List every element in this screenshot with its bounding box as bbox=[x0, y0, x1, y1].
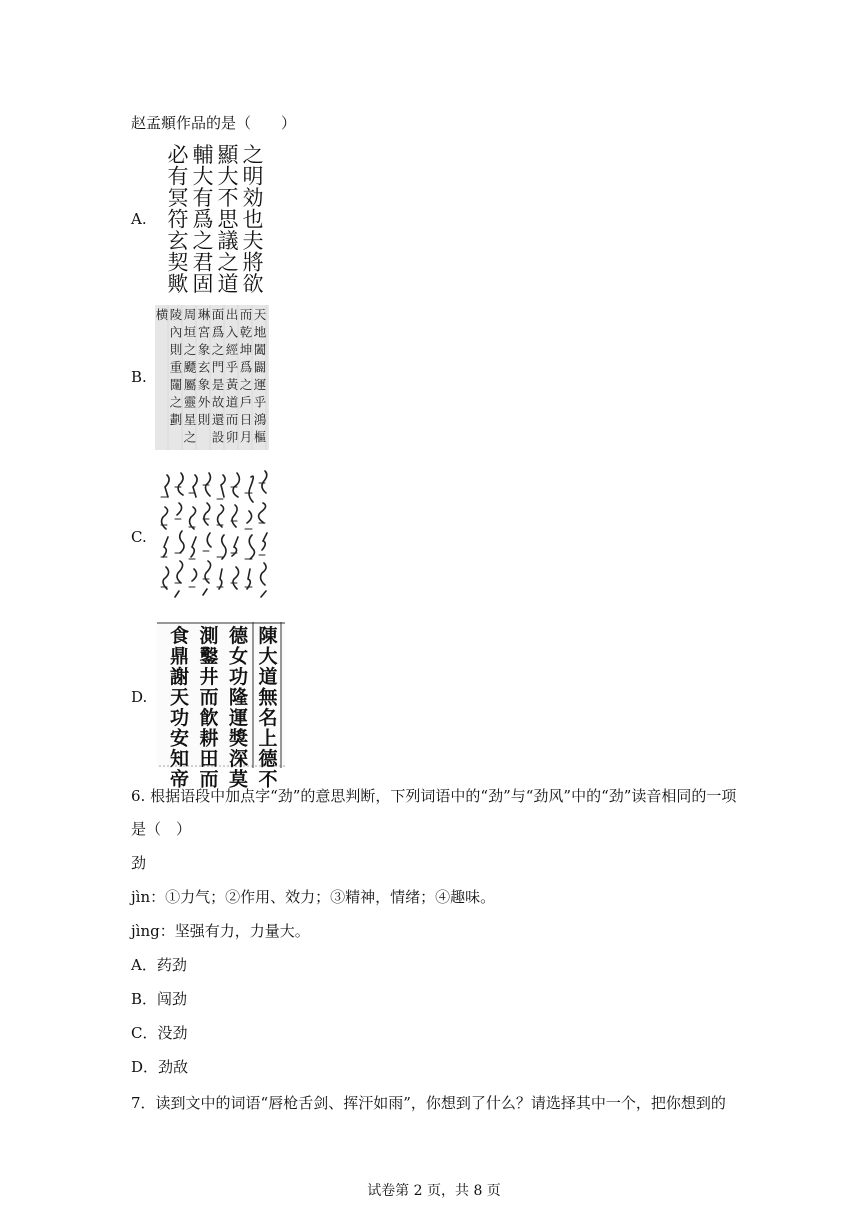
calligraphy-char: 坤 bbox=[239, 342, 253, 357]
calligraphy-b-image[interactable] bbox=[155, 305, 269, 450]
calligraphy-char: 鴻 bbox=[253, 412, 267, 427]
calligraphy-char: 思 bbox=[217, 207, 239, 232]
calligraphy-char: 設 bbox=[211, 429, 225, 445]
page-footer: 试卷第 2 页，共 8 页 bbox=[367, 1183, 501, 1199]
calligraphy-char: 道 bbox=[225, 394, 239, 410]
q6-stem-line1: 6. 根据语段中加点字“劲”的意思判断，下列词语中的“劲”与“劲风”中的“劲”读音相同的一项 bbox=[131, 787, 737, 805]
calligraphy-char: 入 bbox=[225, 324, 239, 340]
calligraphy-char: 陳 bbox=[258, 625, 278, 647]
calligraphy-char: 之 bbox=[183, 342, 197, 357]
option-a-label[interactable]: A. bbox=[131, 210, 147, 228]
calligraphy-char: 飃 bbox=[183, 359, 197, 375]
calligraphy-char: 食 bbox=[169, 625, 190, 647]
calligraphy-char: 闥 bbox=[169, 377, 183, 392]
calligraphy-char: 深 bbox=[228, 748, 249, 770]
q6-option-a[interactable]: A．药劲 bbox=[131, 956, 187, 974]
calligraphy-char: 符 bbox=[167, 207, 189, 232]
calligraphy-char: 女 bbox=[228, 645, 249, 668]
calligraphy-char: 之 bbox=[211, 342, 225, 357]
calligraphy-char: 夫 bbox=[242, 229, 264, 253]
calligraphy-char: 契 bbox=[167, 250, 189, 275]
calligraphy-char: 經 bbox=[225, 342, 239, 357]
calligraphy-char: 而 bbox=[199, 686, 219, 709]
calligraphy-char: 明 bbox=[242, 164, 264, 189]
calligraphy-a-image[interactable] bbox=[155, 142, 267, 294]
calligraphy-char: 德 bbox=[228, 625, 249, 647]
calligraphy-char: 功 bbox=[169, 707, 190, 729]
calligraphy-char: 周 bbox=[183, 307, 197, 322]
calligraphy-char: 門 bbox=[211, 359, 225, 375]
calligraphy-char: 不 bbox=[258, 768, 278, 791]
calligraphy-char: 耕 bbox=[199, 727, 219, 750]
calligraphy-char: 顯 bbox=[217, 143, 239, 167]
q5-stem: 赵孟頫作品的是（ ） bbox=[131, 114, 297, 132]
calligraphy-char: 德 bbox=[258, 748, 278, 770]
calligraphy-char: 有 bbox=[167, 164, 189, 189]
calligraphy-char: 是 bbox=[211, 377, 225, 392]
q6-def-jing: jìng：坚强有力，力量大。 bbox=[131, 922, 310, 940]
calligraphy-char: 重 bbox=[169, 359, 183, 375]
calligraphy-char: 大 bbox=[217, 164, 239, 189]
calligraphy-char: 卯 bbox=[225, 429, 239, 445]
calligraphy-char: 天 bbox=[253, 307, 267, 322]
option-d-label[interactable]: D. bbox=[131, 688, 148, 706]
calligraphy-char: 固 bbox=[192, 272, 214, 296]
calligraphy-char: 運 bbox=[228, 707, 249, 729]
q7-stem-line1: 7．读到文中的词语“唇枪舌剑、挥汗如雨”，你想到了什么？请选择其中一个，把你想到的 bbox=[131, 1094, 726, 1112]
calligraphy-char: 帝 bbox=[169, 768, 190, 791]
calligraphy-char: 大 bbox=[258, 645, 278, 668]
calligraphy-char: 出 bbox=[225, 307, 239, 322]
calligraphy-char: 莫 bbox=[228, 768, 249, 791]
calligraphy-char: 而 bbox=[239, 307, 253, 322]
calligraphy-char: 則 bbox=[197, 412, 211, 427]
calligraphy-char: 也 bbox=[242, 207, 264, 232]
calligraphy-char: 樞 bbox=[253, 429, 267, 445]
calligraphy-char: 爲 bbox=[239, 359, 253, 375]
calligraphy-char: 外 bbox=[197, 394, 211, 410]
calligraphy-c-image[interactable] bbox=[155, 463, 277, 603]
option-b-label[interactable]: B. bbox=[131, 368, 147, 386]
calligraphy-char: 爲 bbox=[192, 207, 214, 232]
calligraphy-char: 君 bbox=[192, 250, 214, 275]
calligraphy-char: 內 bbox=[169, 324, 183, 340]
calligraphy-char: 月 bbox=[239, 429, 253, 445]
calligraphy-char: 欲 bbox=[242, 272, 264, 296]
calligraphy-char: 井 bbox=[199, 666, 219, 688]
calligraphy-char: 安 bbox=[169, 727, 190, 750]
calligraphy-char: 故 bbox=[211, 394, 225, 410]
calligraphy-char: 之 bbox=[183, 429, 197, 445]
calligraphy-char: 地 bbox=[253, 324, 267, 340]
calligraphy-char: 道 bbox=[258, 666, 278, 688]
calligraphy-char: 闔 bbox=[253, 342, 267, 357]
calligraphy-char: 劃 bbox=[169, 412, 183, 427]
calligraphy-char: 象 bbox=[197, 377, 211, 392]
calligraphy-char: 面 bbox=[211, 307, 225, 322]
calligraphy-char: 垣 bbox=[183, 324, 197, 340]
calligraphy-char: 爲 bbox=[211, 324, 225, 340]
calligraphy-char: 鑿 bbox=[199, 645, 219, 668]
calligraphy-char: 象 bbox=[197, 342, 211, 357]
calligraphy-d-image[interactable] bbox=[157, 622, 285, 791]
calligraphy-char: 還 bbox=[211, 412, 225, 427]
calligraphy-char: 議 bbox=[217, 229, 239, 253]
q6-option-d[interactable]: D．劲敌 bbox=[131, 1058, 189, 1076]
calligraphy-char: 冥 bbox=[167, 186, 189, 210]
calligraphy-char: 田 bbox=[199, 748, 219, 770]
calligraphy-char: 之 bbox=[169, 394, 183, 410]
calligraphy-char: 飮 bbox=[199, 707, 219, 729]
calligraphy-char: 乎 bbox=[225, 359, 239, 375]
calligraphy-char: 隆 bbox=[228, 686, 249, 709]
option-c-label[interactable]: C. bbox=[131, 528, 147, 546]
calligraphy-char: 星 bbox=[183, 412, 197, 427]
calligraphy-char: 知 bbox=[169, 748, 190, 770]
calligraphy-char: 乾 bbox=[239, 324, 253, 340]
calligraphy-char: 有 bbox=[192, 186, 214, 210]
calligraphy-char: 之 bbox=[217, 250, 239, 275]
calligraphy-char: 謝 bbox=[169, 666, 190, 688]
calligraphy-char: 之 bbox=[239, 377, 253, 392]
q6-stem-line2: 是（ ） bbox=[131, 820, 192, 838]
q6-def-jin: jìn：①力气；②作用、效力；③精神，情绪；④趣味。 bbox=[131, 888, 496, 906]
calligraphy-char: 大 bbox=[192, 164, 214, 189]
q6-char: 劲 bbox=[131, 854, 147, 872]
calligraphy-char: 乎 bbox=[253, 394, 267, 410]
calligraphy-char: 獎 bbox=[228, 727, 249, 750]
calligraphy-char: 將 bbox=[242, 250, 264, 275]
calligraphy-char: 道 bbox=[217, 272, 239, 296]
calligraphy-char: 之 bbox=[242, 143, 264, 167]
calligraphy-char: 之 bbox=[192, 229, 214, 253]
calligraphy-char: 而 bbox=[225, 412, 239, 427]
calligraphy-char: 運 bbox=[253, 377, 267, 392]
calligraphy-char: 闢 bbox=[253, 359, 267, 375]
calligraphy-char: 天 bbox=[169, 686, 190, 709]
calligraphy-char: 日 bbox=[239, 412, 253, 427]
calligraphy-char: 陵 bbox=[169, 307, 183, 322]
calligraphy-char: 効 bbox=[242, 186, 264, 210]
calligraphy-char: 輔 bbox=[192, 143, 214, 167]
calligraphy-char: 上 bbox=[258, 727, 278, 750]
calligraphy-char: 名 bbox=[258, 707, 278, 729]
calligraphy-char: 歟 bbox=[167, 272, 189, 296]
calligraphy-char: 屬 bbox=[183, 377, 197, 392]
calligraphy-char: 測 bbox=[199, 625, 219, 647]
calligraphy-char: 琳 bbox=[197, 307, 211, 322]
calligraphy-char: 而 bbox=[199, 768, 219, 791]
calligraphy-char: 必 bbox=[167, 143, 189, 167]
calligraphy-char: 玄 bbox=[197, 359, 211, 375]
calligraphy-char: 宮 bbox=[197, 324, 211, 340]
calligraphy-char: 鼎 bbox=[169, 645, 190, 668]
calligraphy-char: 横 bbox=[155, 307, 169, 322]
calligraphy-char: 靈 bbox=[183, 394, 197, 410]
calligraphy-char: 不 bbox=[217, 186, 239, 210]
calligraphy-char: 功 bbox=[228, 666, 249, 688]
calligraphy-char: 無 bbox=[258, 686, 278, 709]
calligraphy-char: 戶 bbox=[239, 394, 253, 410]
calligraphy-char: 玄 bbox=[167, 229, 189, 253]
calligraphy-char: 黃 bbox=[225, 377, 239, 392]
calligraphy-char: 則 bbox=[169, 342, 183, 357]
q6-option-c[interactable]: C．没劲 bbox=[131, 1024, 188, 1042]
q6-option-b[interactable]: B．闯劲 bbox=[131, 990, 188, 1008]
